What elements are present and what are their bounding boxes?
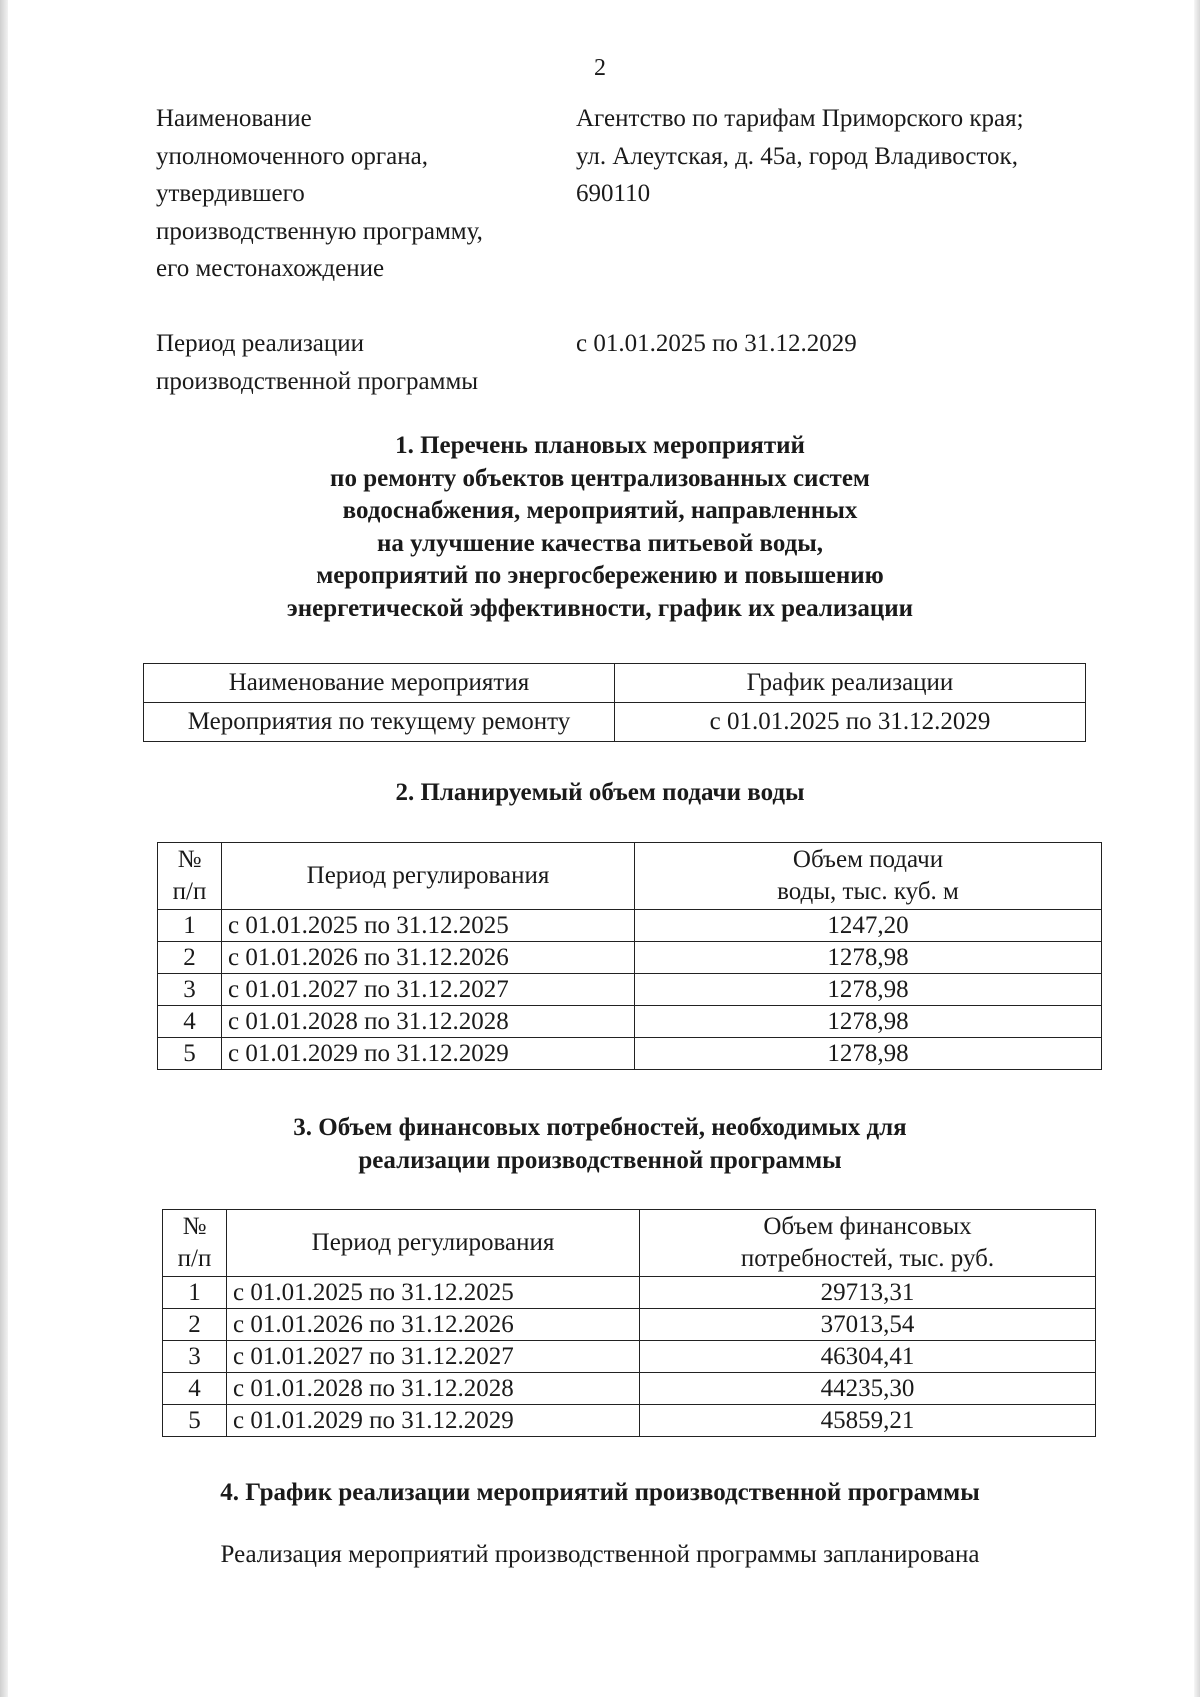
table-row: [158, 1038, 1102, 1070]
row-num: 3: [163, 1341, 227, 1373]
column-header: Наименование мероприятия: [144, 664, 615, 703]
row-num: 5: [158, 1038, 222, 1070]
row-num: 2: [158, 942, 222, 974]
column-header-value: Объем подачи воды, тыс. куб. м: [635, 843, 1102, 910]
column-header-value: Объем финансовых потребностей, тыс. руб.: [640, 1210, 1096, 1277]
table-row: [163, 1405, 1096, 1437]
row-period: с 01.01.2028 по 31.12.2028: [222, 1006, 635, 1038]
row-value: 1247,20: [635, 910, 1102, 942]
water-volume-table: [157, 842, 1102, 1070]
page-number: 2: [594, 55, 606, 81]
table-row: [163, 1373, 1096, 1405]
table-row: [144, 703, 1086, 742]
table-row: [158, 1006, 1102, 1038]
table-row: [163, 1277, 1096, 1309]
section4-text: Реализация мероприятий производственной программы запланирована: [220, 1541, 980, 1568]
scan-edge-right: [1194, 0, 1200, 1697]
section3-title: 3. Объем финансовых потребностей, необходимых для реализации производственной программы: [293, 1114, 907, 1174]
table-row: [163, 1341, 1096, 1373]
table-header-row: [158, 843, 1102, 910]
activity-schedule: с 01.01.2025 по 31.12.2029: [615, 703, 1086, 742]
row-period: с 01.01.2027 по 31.12.2027: [227, 1341, 640, 1373]
section1-title: 1. Перечень плановых мероприятий по ремонту объектов централизованных систем водоснабжения, мероприятий, направленных на улучшение качества питьевой воды, мероприятий по энергосбережению и повышению энергетической эффективности, график их реализации: [286, 432, 914, 622]
activity-name: Мероприятия по текущему ремонту: [144, 703, 615, 742]
info-period-label: Период реализации производственной программы: [156, 330, 479, 395]
column-header-period: Период регулирования: [227, 1210, 640, 1277]
row-num: 4: [158, 1006, 222, 1038]
table-row: [158, 974, 1102, 1006]
row-value: 46304,41: [640, 1341, 1096, 1373]
row-value: 29713,31: [640, 1277, 1096, 1309]
column-header-num: № п/п: [158, 843, 222, 910]
row-value: 1278,98: [635, 942, 1102, 974]
row-value: 1278,98: [635, 1038, 1102, 1070]
scan-edge-left: [0, 0, 8, 1697]
table-row: [158, 910, 1102, 942]
row-num: 4: [163, 1373, 227, 1405]
section4-title: 4. График реализации мероприятий производственной программы: [220, 1479, 980, 1506]
row-num: 2: [163, 1309, 227, 1341]
row-num: 1: [158, 910, 222, 942]
row-value: 1278,98: [635, 1006, 1102, 1038]
row-value: 1278,98: [635, 974, 1102, 1006]
table-row: [163, 1309, 1096, 1341]
row-period: с 01.01.2029 по 31.12.2029: [222, 1038, 635, 1070]
row-value: 45859,21: [640, 1405, 1096, 1437]
row-period: с 01.01.2025 по 31.12.2025: [227, 1277, 640, 1309]
row-period: с 01.01.2026 по 31.12.2026: [227, 1309, 640, 1341]
row-value: 44235,30: [640, 1373, 1096, 1405]
table-row: [158, 942, 1102, 974]
info-authority-value: Агентство по тарифам Приморского края; ул. Алеутская, д. 45а, город Владивосток, 690110: [576, 105, 1024, 207]
row-period: с 01.01.2029 по 31.12.2029: [227, 1405, 640, 1437]
row-period: с 01.01.2027 по 31.12.2027: [222, 974, 635, 1006]
financial-needs-table: [162, 1209, 1096, 1437]
row-period: с 01.01.2026 по 31.12.2026: [222, 942, 635, 974]
row-period: с 01.01.2025 по 31.12.2025: [222, 910, 635, 942]
row-num: 3: [158, 974, 222, 1006]
activities-table: [143, 663, 1086, 742]
column-header-period: Период регулирования: [222, 843, 635, 910]
column-header-num: № п/п: [163, 1210, 227, 1277]
row-num: 1: [163, 1277, 227, 1309]
row-num: 5: [163, 1405, 227, 1437]
table-header-row: [144, 664, 1086, 703]
table-header-row: [163, 1210, 1096, 1277]
section2-title: 2. Планируемый объем подачи воды: [395, 779, 805, 806]
column-header: График реализации: [615, 664, 1086, 703]
info-period-value: с 01.01.2025 по 31.12.2029: [576, 330, 857, 357]
info-authority-label: Наименование уполномоченного органа, утвердившего производственную программу, его местонахождение: [156, 105, 483, 282]
row-value: 37013,54: [640, 1309, 1096, 1341]
row-period: с 01.01.2028 по 31.12.2028: [227, 1373, 640, 1405]
